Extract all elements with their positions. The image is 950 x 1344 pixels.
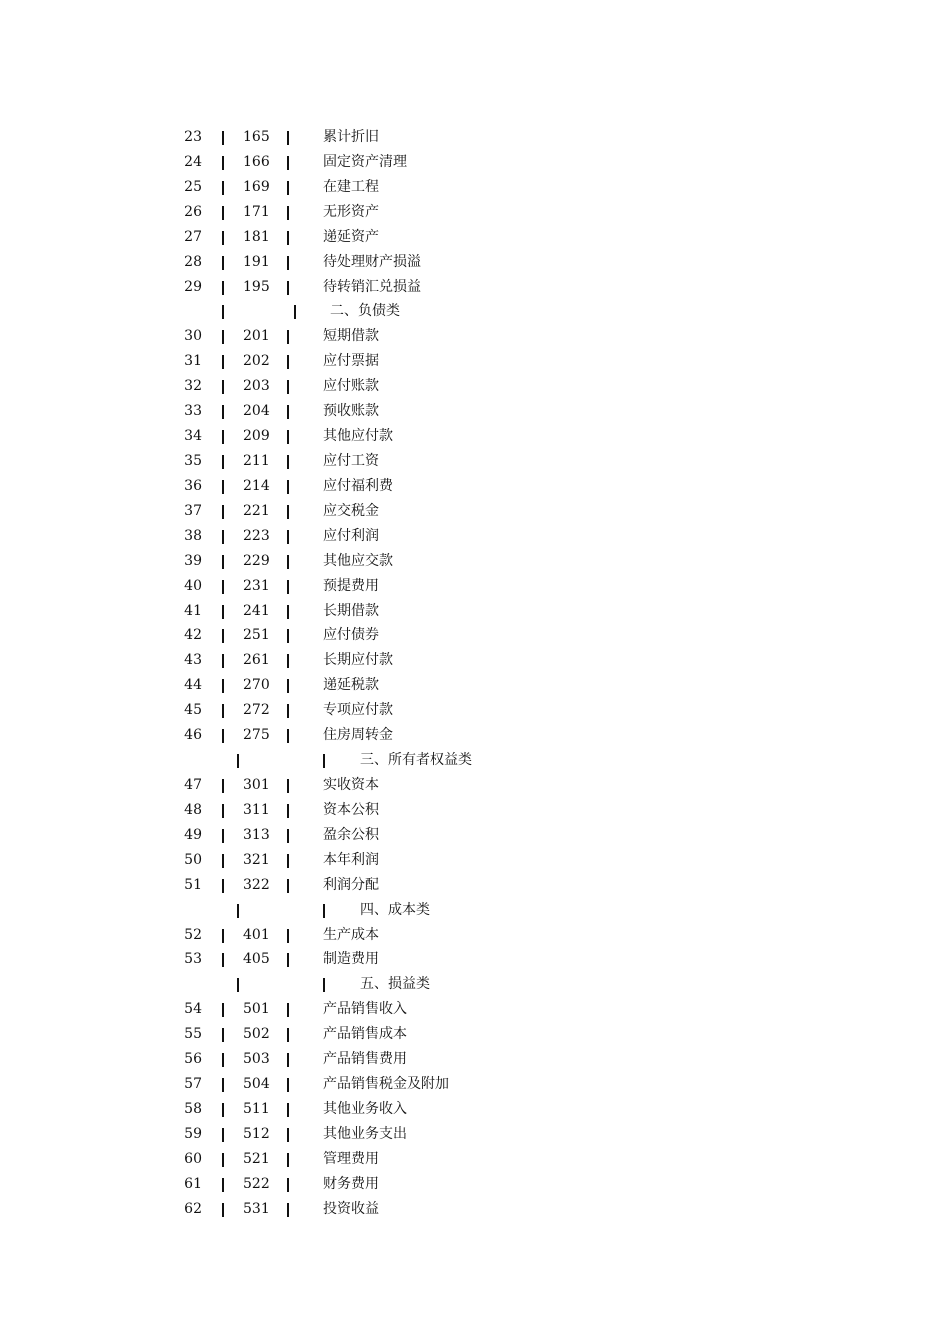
sequence-number: 52 [184, 926, 202, 943]
column-divider [222, 1153, 224, 1167]
column-divider [222, 779, 224, 793]
account-code: 169 [243, 178, 270, 195]
column-divider [287, 654, 289, 668]
column-divider [222, 1178, 224, 1192]
sequence-number: 33 [184, 403, 202, 420]
column-divider [222, 1003, 224, 1017]
column-divider [222, 281, 224, 295]
account-code: 272 [243, 702, 270, 719]
account-code: 503 [243, 1051, 270, 1068]
column-divider [294, 305, 296, 319]
account-code: 209 [243, 428, 270, 445]
column-divider [222, 355, 224, 369]
column-divider [222, 580, 224, 594]
account-code: 229 [243, 552, 270, 569]
account-list [0, 125, 950, 1222]
column-divider [287, 455, 289, 469]
sequence-number: 62 [184, 1200, 202, 1217]
sequence-number: 26 [184, 203, 202, 220]
account-row [0, 1097, 950, 1122]
account-name: 其他业务收入 [323, 1100, 407, 1117]
column-divider [287, 530, 289, 544]
account-name: 实收资本 [323, 776, 379, 793]
account-name: 盈余公积 [323, 826, 379, 843]
category-title: 四、成本类 [360, 901, 430, 918]
column-divider [287, 679, 289, 693]
column-divider [287, 779, 289, 793]
category-title: 三、所有者权益类 [360, 752, 472, 769]
column-divider [222, 804, 224, 818]
column-divider [287, 405, 289, 419]
account-name: 住房周转金 [323, 727, 393, 744]
account-row [0, 1147, 950, 1172]
column-divider [287, 804, 289, 818]
column-divider [222, 530, 224, 544]
sequence-number: 60 [184, 1150, 202, 1167]
account-name: 应付债券 [323, 627, 379, 644]
account-row [0, 698, 950, 723]
sequence-number: 28 [184, 253, 202, 270]
sequence-number: 32 [184, 378, 202, 395]
sequence-number: 39 [184, 552, 202, 569]
account-code: 214 [243, 477, 270, 494]
sequence-number: 31 [184, 353, 202, 370]
column-divider [222, 1028, 224, 1042]
sequence-number: 48 [184, 801, 202, 818]
account-name: 累计折旧 [323, 129, 379, 145]
account-row [0, 225, 950, 250]
account-code: 261 [243, 652, 270, 669]
account-name: 制造费用 [323, 951, 379, 968]
account-row [0, 449, 950, 474]
column-divider [287, 206, 289, 220]
column-divider [222, 679, 224, 693]
account-name: 固定资产清理 [323, 153, 407, 170]
account-code: 191 [243, 253, 270, 270]
column-divider [222, 729, 224, 743]
column-divider [222, 1128, 224, 1142]
account-row [0, 1197, 950, 1222]
account-code: 401 [243, 926, 270, 943]
column-divider [287, 181, 289, 195]
category-title: 五、损益类 [360, 976, 430, 993]
account-code: 275 [243, 727, 270, 744]
account-row [0, 424, 950, 449]
account-code: 270 [243, 677, 270, 694]
account-name: 递延税款 [323, 677, 379, 694]
sequence-number: 41 [184, 602, 202, 619]
account-name: 资本公积 [323, 801, 379, 818]
account-code: 201 [243, 328, 270, 345]
column-divider [287, 281, 289, 295]
column-divider [222, 1053, 224, 1067]
column-divider [287, 555, 289, 569]
account-row [0, 599, 950, 624]
account-name: 预收账款 [323, 403, 379, 420]
account-row [0, 1172, 950, 1197]
account-name: 应付利润 [323, 527, 379, 544]
account-row [0, 125, 950, 150]
account-code: 171 [243, 203, 270, 220]
sequence-number: 36 [184, 477, 202, 494]
column-divider [287, 879, 289, 893]
account-code: 166 [243, 153, 270, 170]
account-name: 预提费用 [323, 577, 379, 594]
sequence-number: 25 [184, 178, 202, 195]
column-divider [287, 854, 289, 868]
column-divider [222, 305, 224, 319]
account-row [0, 623, 950, 648]
column-divider [287, 480, 289, 494]
sequence-number: 38 [184, 527, 202, 544]
column-divider [287, 1128, 289, 1142]
account-code: 313 [243, 826, 270, 843]
column-divider [222, 156, 224, 170]
column-divider [237, 754, 239, 768]
account-code: 221 [243, 502, 270, 519]
account-code: 211 [243, 452, 270, 469]
category-title: 二、负债类 [330, 303, 400, 320]
account-name: 应付账款 [323, 378, 379, 395]
account-name: 专项应付款 [323, 702, 393, 719]
account-name: 财务费用 [323, 1175, 379, 1192]
account-code: 504 [243, 1076, 270, 1093]
account-name: 生产成本 [323, 926, 379, 943]
account-code: 301 [243, 776, 270, 793]
account-row [0, 673, 950, 698]
account-name: 在建工程 [323, 178, 379, 195]
sequence-number: 34 [184, 428, 202, 445]
account-row [0, 474, 950, 499]
account-row [0, 723, 950, 748]
account-code: 322 [243, 876, 270, 893]
sequence-number: 49 [184, 826, 202, 843]
column-divider [237, 978, 239, 992]
account-row [0, 200, 950, 225]
sequence-number: 59 [184, 1125, 202, 1142]
column-divider [222, 480, 224, 494]
account-name: 应付福利费 [323, 477, 393, 494]
account-row [0, 1072, 950, 1097]
column-divider [287, 629, 289, 643]
account-code: 531 [243, 1200, 270, 1217]
sequence-number: 24 [184, 153, 202, 170]
account-name: 产品销售费用 [323, 1051, 407, 1068]
column-divider [222, 854, 224, 868]
column-divider [287, 1203, 289, 1217]
column-divider [222, 953, 224, 967]
column-divider [222, 405, 224, 419]
account-name: 应交税金 [323, 502, 379, 519]
sequence-number: 43 [184, 652, 202, 669]
account-code: 521 [243, 1150, 270, 1167]
column-divider [287, 953, 289, 967]
column-divider [222, 704, 224, 718]
sequence-number: 51 [184, 876, 202, 893]
account-code: 251 [243, 627, 270, 644]
sequence-number: 29 [184, 278, 202, 295]
account-code: 522 [243, 1175, 270, 1192]
column-divider [222, 1103, 224, 1117]
account-code: 311 [243, 801, 270, 818]
account-row [0, 648, 950, 673]
account-code: 241 [243, 602, 270, 619]
category-header-row [0, 972, 950, 997]
sequence-number: 58 [184, 1100, 202, 1117]
column-divider [287, 330, 289, 344]
sequence-number: 30 [184, 328, 202, 345]
sequence-number: 57 [184, 1076, 202, 1093]
column-divider [222, 181, 224, 195]
column-divider [222, 1078, 224, 1092]
account-code: 204 [243, 403, 270, 420]
column-divider [287, 729, 289, 743]
sequence-number: 27 [184, 228, 202, 245]
account-code: 165 [243, 129, 270, 145]
column-divider [222, 605, 224, 619]
column-divider [222, 1203, 224, 1217]
account-code: 405 [243, 951, 270, 968]
column-divider [287, 704, 289, 718]
account-row [0, 399, 950, 424]
account-name: 其他应交款 [323, 552, 393, 569]
account-name: 待转销汇兑损益 [323, 278, 421, 295]
column-divider [222, 455, 224, 469]
column-divider [222, 256, 224, 270]
account-row [0, 798, 950, 823]
account-name: 递延资产 [323, 228, 379, 245]
column-divider [237, 904, 239, 918]
sequence-number: 44 [184, 677, 202, 694]
column-divider [222, 430, 224, 444]
account-row [0, 1047, 950, 1072]
column-divider [287, 1178, 289, 1192]
account-name: 产品销售收入 [323, 1001, 407, 1018]
sequence-number: 61 [184, 1175, 202, 1192]
account-row [0, 848, 950, 873]
sequence-number: 42 [184, 627, 202, 644]
account-row [0, 574, 950, 599]
column-divider [323, 978, 325, 992]
account-name: 长期应付款 [323, 652, 393, 669]
account-row [0, 499, 950, 524]
account-code: 321 [243, 851, 270, 868]
account-row [0, 823, 950, 848]
account-code: 511 [243, 1100, 270, 1117]
column-divider [287, 1003, 289, 1017]
account-code: 501 [243, 1001, 270, 1018]
account-row [0, 349, 950, 374]
account-row [0, 324, 950, 349]
account-code: 223 [243, 527, 270, 544]
column-divider [323, 904, 325, 918]
account-name: 投资收益 [323, 1200, 379, 1217]
column-divider [287, 355, 289, 369]
sequence-number: 23 [184, 129, 202, 145]
account-row [0, 1022, 950, 1047]
column-divider [287, 580, 289, 594]
sequence-number: 56 [184, 1051, 202, 1068]
category-header-row [0, 748, 950, 773]
column-divider [222, 231, 224, 245]
column-divider [287, 605, 289, 619]
account-row [0, 549, 950, 574]
account-code: 202 [243, 353, 270, 370]
column-divider [222, 505, 224, 519]
category-header-row [0, 898, 950, 923]
sequence-number: 53 [184, 951, 202, 968]
account-row [0, 947, 950, 972]
account-name: 无形资产 [323, 203, 379, 220]
sequence-number: 47 [184, 776, 202, 793]
column-divider [222, 629, 224, 643]
column-divider [222, 131, 224, 145]
account-row [0, 175, 950, 200]
column-divider [287, 1103, 289, 1117]
column-divider [222, 929, 224, 943]
account-name: 产品销售成本 [323, 1026, 407, 1043]
account-name: 管理费用 [323, 1150, 379, 1167]
column-divider [287, 131, 289, 145]
account-name: 产品销售税金及附加 [323, 1076, 449, 1093]
column-divider [287, 156, 289, 170]
account-row [0, 1122, 950, 1147]
account-row [0, 997, 950, 1022]
account-code: 195 [243, 278, 270, 295]
sequence-number: 50 [184, 851, 202, 868]
account-name: 待处理财产损溢 [323, 253, 421, 270]
column-divider [287, 929, 289, 943]
account-row [0, 250, 950, 275]
account-name: 本年利润 [323, 851, 379, 868]
sequence-number: 35 [184, 452, 202, 469]
column-divider [287, 1053, 289, 1067]
column-divider [287, 1028, 289, 1042]
column-divider [287, 1153, 289, 1167]
account-row [0, 150, 950, 175]
column-divider [323, 754, 325, 768]
account-row [0, 524, 950, 549]
sequence-number: 45 [184, 702, 202, 719]
column-divider [287, 505, 289, 519]
column-divider [222, 555, 224, 569]
column-divider [287, 256, 289, 270]
column-divider [222, 206, 224, 220]
account-code: 203 [243, 378, 270, 395]
sequence-number: 46 [184, 727, 202, 744]
column-divider [222, 879, 224, 893]
column-divider [222, 380, 224, 394]
account-code: 231 [243, 577, 270, 594]
account-name: 长期借款 [323, 602, 379, 619]
account-code: 502 [243, 1026, 270, 1043]
account-row [0, 773, 950, 798]
account-name: 短期借款 [323, 328, 379, 345]
account-row [0, 275, 950, 300]
column-divider [222, 654, 224, 668]
column-divider [287, 829, 289, 843]
account-code: 512 [243, 1125, 270, 1142]
column-divider [287, 380, 289, 394]
sequence-number: 37 [184, 502, 202, 519]
account-row [0, 923, 950, 948]
account-row [0, 873, 950, 898]
sequence-number: 54 [184, 1001, 202, 1018]
column-divider [222, 829, 224, 843]
account-name: 其他应付款 [323, 428, 393, 445]
category-header-row [0, 299, 950, 324]
account-name: 应付票据 [323, 353, 379, 370]
account-name: 利润分配 [323, 876, 379, 893]
account-code: 181 [243, 228, 270, 245]
account-row [0, 374, 950, 399]
account-name: 其他业务支出 [323, 1125, 407, 1142]
column-divider [222, 330, 224, 344]
sequence-number: 40 [184, 577, 202, 594]
account-name: 应付工资 [323, 452, 379, 469]
column-divider [287, 231, 289, 245]
column-divider [287, 1078, 289, 1092]
sequence-number: 55 [184, 1026, 202, 1043]
column-divider [287, 430, 289, 444]
